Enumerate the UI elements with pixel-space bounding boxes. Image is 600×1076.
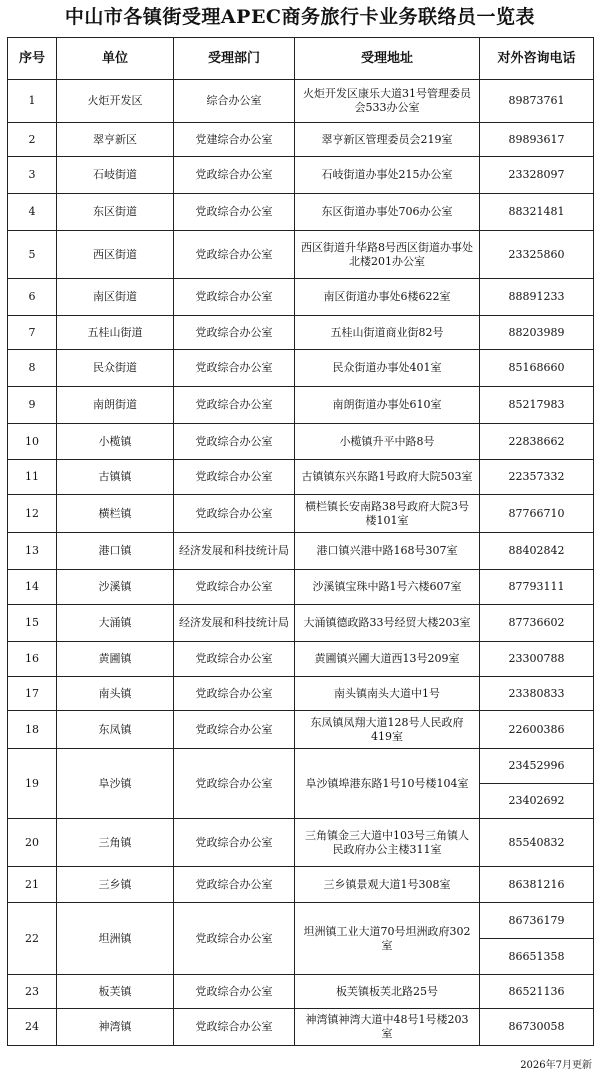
cell-unit: 南区街道 bbox=[57, 279, 174, 316]
cell-unit: 西区街道 bbox=[57, 231, 174, 279]
cell-index: 12 bbox=[8, 495, 57, 533]
cell-index: 10 bbox=[8, 424, 57, 460]
cell-index: 19 bbox=[8, 749, 57, 819]
cell-unit: 坦洲镇 bbox=[57, 903, 174, 975]
table-header-row bbox=[8, 38, 594, 80]
cell-address: 民众街道办事处401室 bbox=[295, 350, 480, 387]
cell-index: 9 bbox=[8, 387, 57, 424]
cell-phone: 89873761 bbox=[480, 80, 594, 123]
cell-phone: 88402842 bbox=[480, 533, 594, 570]
cell-address: 大涌镇德政路33号经贸大楼203室 bbox=[295, 605, 480, 642]
cell-unit: 三乡镇 bbox=[57, 867, 174, 903]
cell-index: 21 bbox=[8, 867, 57, 903]
cell-index: 24 bbox=[8, 1009, 57, 1046]
cell-address: 黄圃镇兴圃大道西13号209室 bbox=[295, 642, 480, 677]
table-row bbox=[8, 819, 594, 867]
cell-unit: 神湾镇 bbox=[57, 1009, 174, 1046]
cell-address: 翠亨新区管理委员会219室 bbox=[295, 123, 480, 157]
table-body bbox=[8, 80, 594, 1046]
cell-phone: 23380833 bbox=[480, 677, 594, 711]
cell-phone: 23300788 bbox=[480, 642, 594, 677]
cell-phone: 86730058 bbox=[480, 1009, 594, 1046]
table-row bbox=[8, 460, 594, 495]
cell-index: 16 bbox=[8, 642, 57, 677]
cell-index: 3 bbox=[8, 157, 57, 194]
cell-phone: 86521136 bbox=[480, 975, 594, 1009]
cell-department: 党政综合办公室 bbox=[174, 495, 295, 533]
cell-address: 东区街道办事处706办公室 bbox=[295, 194, 480, 231]
table-row bbox=[8, 316, 594, 350]
cell-phone: 86381216 bbox=[480, 867, 594, 903]
cell-department: 党政综合办公室 bbox=[174, 570, 295, 605]
cell-department: 经济发展和科技统计局 bbox=[174, 533, 295, 570]
cell-unit: 南头镇 bbox=[57, 677, 174, 711]
cell-unit: 板芙镇 bbox=[57, 975, 174, 1009]
cell-department: 党政综合办公室 bbox=[174, 194, 295, 231]
table-row bbox=[8, 711, 594, 749]
page-title: 中山市各镇街受理APEC商务旅行卡业务联络员一览表 bbox=[64, 6, 536, 28]
cell-index: 23 bbox=[8, 975, 57, 1009]
cell-index: 20 bbox=[8, 819, 57, 867]
cell-phone: 87793111 bbox=[480, 570, 594, 605]
cell-unit: 港口镇 bbox=[57, 533, 174, 570]
cell-department: 党政综合办公室 bbox=[174, 867, 295, 903]
table-row bbox=[8, 533, 594, 570]
cell-index: 6 bbox=[8, 279, 57, 316]
table-row bbox=[8, 1009, 594, 1046]
cell-unit: 五桂山街道 bbox=[57, 316, 174, 350]
cell-department: 党政综合办公室 bbox=[174, 157, 295, 194]
cell-department: 党政综合办公室 bbox=[174, 642, 295, 677]
header-phone: 对外咨询电话 bbox=[480, 38, 594, 80]
cell-unit: 民众街道 bbox=[57, 350, 174, 387]
cell-phone: 22357332 bbox=[480, 460, 594, 495]
header-department: 受理部门 bbox=[174, 38, 295, 80]
cell-phone: 22600386 bbox=[480, 711, 594, 749]
cell-address: 板芙镇板芙北路25号 bbox=[295, 975, 480, 1009]
cell-phone: 23325860 bbox=[480, 231, 594, 279]
cell-unit: 小榄镇 bbox=[57, 424, 174, 460]
cell-department: 党政综合办公室 bbox=[174, 903, 295, 975]
cell-index: 13 bbox=[8, 533, 57, 570]
cell-index: 5 bbox=[8, 231, 57, 279]
cell-department: 党政综合办公室 bbox=[174, 749, 295, 819]
cell-unit: 南朗街道 bbox=[57, 387, 174, 424]
cell-phone: 22838662 bbox=[480, 424, 594, 460]
update-note: 2026年7月更新 bbox=[520, 1060, 592, 1071]
cell-index: 14 bbox=[8, 570, 57, 605]
table-row bbox=[8, 123, 594, 157]
cell-department: 党政综合办公室 bbox=[174, 231, 295, 279]
cell-address: 三角镇金三大道中103号三角镇人民政府办公主楼311室 bbox=[295, 819, 480, 867]
table-row bbox=[8, 867, 594, 903]
cell-unit: 古镇镇 bbox=[57, 460, 174, 495]
cell-index: 7 bbox=[8, 316, 57, 350]
cell-phone: 23328097 bbox=[480, 157, 594, 194]
cell-unit: 横栏镇 bbox=[57, 495, 174, 533]
table-row bbox=[8, 80, 594, 123]
cell-department: 经济发展和科技统计局 bbox=[174, 605, 295, 642]
table-row bbox=[8, 231, 594, 279]
header-index: 序号 bbox=[8, 38, 57, 80]
cell-phone: 85217983 bbox=[480, 387, 594, 424]
cell-address: 南朗街道办事处610室 bbox=[295, 387, 480, 424]
cell-index: 4 bbox=[8, 194, 57, 231]
cell-address: 沙溪镇宝珠中路1号六楼607室 bbox=[295, 570, 480, 605]
cell-department: 党政综合办公室 bbox=[174, 1009, 295, 1046]
cell-unit: 阜沙镇 bbox=[57, 749, 174, 819]
table-row bbox=[8, 605, 594, 642]
table-row bbox=[8, 677, 594, 711]
cell-department: 党政综合办公室 bbox=[174, 316, 295, 350]
cell-address: 三乡镇景观大道1号308室 bbox=[295, 867, 480, 903]
cell-unit: 黄圃镇 bbox=[57, 642, 174, 677]
header-unit: 单位 bbox=[57, 38, 174, 80]
cell-unit: 三角镇 bbox=[57, 819, 174, 867]
cell-phone: 88203989 bbox=[480, 316, 594, 350]
cell-index: 8 bbox=[8, 350, 57, 387]
cell-department: 党政综合办公室 bbox=[174, 677, 295, 711]
cell-index: 17 bbox=[8, 677, 57, 711]
table-row bbox=[8, 387, 594, 424]
cell-phone: 86651358 bbox=[480, 939, 594, 975]
cell-address: 南区街道办事处6楼622室 bbox=[295, 279, 480, 316]
cell-unit: 东凤镇 bbox=[57, 711, 174, 749]
table-row bbox=[8, 194, 594, 231]
cell-address: 南头镇南头大道中1号 bbox=[295, 677, 480, 711]
cell-address: 西区街道升华路8号西区街道办事处北楼201办公室 bbox=[295, 231, 480, 279]
contact-table bbox=[7, 37, 594, 1046]
cell-unit: 石岐街道 bbox=[57, 157, 174, 194]
cell-unit: 沙溪镇 bbox=[57, 570, 174, 605]
table-row bbox=[8, 749, 594, 784]
table-row bbox=[8, 350, 594, 387]
cell-address: 古镇镇东兴东路1号政府大院503室 bbox=[295, 460, 480, 495]
table-row bbox=[8, 279, 594, 316]
cell-phone: 87736602 bbox=[480, 605, 594, 642]
cell-address: 港口镇兴港中路168号307室 bbox=[295, 533, 480, 570]
cell-address: 坦洲镇工业大道70号坦洲政府302室 bbox=[295, 903, 480, 975]
table-row bbox=[8, 157, 594, 194]
cell-department: 党政综合办公室 bbox=[174, 711, 295, 749]
cell-department: 党政综合办公室 bbox=[174, 819, 295, 867]
cell-department: 综合办公室 bbox=[174, 80, 295, 123]
cell-address: 阜沙镇埠港东路1号10号楼104室 bbox=[295, 749, 480, 819]
cell-department: 党建综合办公室 bbox=[174, 123, 295, 157]
table-row bbox=[8, 424, 594, 460]
cell-address: 五桂山街道商业街82号 bbox=[295, 316, 480, 350]
header-address: 受理地址 bbox=[295, 38, 480, 80]
cell-phone: 88321481 bbox=[480, 194, 594, 231]
cell-phone: 85540832 bbox=[480, 819, 594, 867]
cell-phone: 23452996 bbox=[480, 749, 594, 784]
cell-address: 横栏镇长安南路38号政府大院3号楼101室 bbox=[295, 495, 480, 533]
cell-department: 党政综合办公室 bbox=[174, 424, 295, 460]
table-row bbox=[8, 570, 594, 605]
cell-unit: 东区街道 bbox=[57, 194, 174, 231]
cell-index: 2 bbox=[8, 123, 57, 157]
cell-department: 党政综合办公室 bbox=[174, 460, 295, 495]
table-row bbox=[8, 495, 594, 533]
cell-index: 1 bbox=[8, 80, 57, 123]
cell-unit: 翠亨新区 bbox=[57, 123, 174, 157]
cell-phone: 87766710 bbox=[480, 495, 594, 533]
table-row bbox=[8, 975, 594, 1009]
cell-index: 15 bbox=[8, 605, 57, 642]
cell-department: 党政综合办公室 bbox=[174, 350, 295, 387]
cell-address: 火炬开发区康乐大道31号管理委员会533办公室 bbox=[295, 80, 480, 123]
cell-department: 党政综合办公室 bbox=[174, 279, 295, 316]
cell-index: 22 bbox=[8, 903, 57, 975]
cell-address: 石岐街道办事处215办公室 bbox=[295, 157, 480, 194]
cell-phone: 23402692 bbox=[480, 784, 594, 819]
cell-phone: 89893617 bbox=[480, 123, 594, 157]
cell-index: 18 bbox=[8, 711, 57, 749]
cell-unit: 大涌镇 bbox=[57, 605, 174, 642]
cell-address: 东凤镇凤翔大道128号人民政府419室 bbox=[295, 711, 480, 749]
cell-address: 小榄镇升平中路8号 bbox=[295, 424, 480, 460]
table-row bbox=[8, 903, 594, 939]
table-row bbox=[8, 642, 594, 677]
cell-phone: 85168660 bbox=[480, 350, 594, 387]
cell-phone: 88891233 bbox=[480, 279, 594, 316]
cell-department: 党政综合办公室 bbox=[174, 975, 295, 1009]
cell-phone: 86736179 bbox=[480, 903, 594, 939]
cell-department: 党政综合办公室 bbox=[174, 387, 295, 424]
cell-unit: 火炬开发区 bbox=[57, 80, 174, 123]
cell-address: 神湾镇神湾大道中48号1号楼203室 bbox=[295, 1009, 480, 1046]
cell-index: 11 bbox=[8, 460, 57, 495]
